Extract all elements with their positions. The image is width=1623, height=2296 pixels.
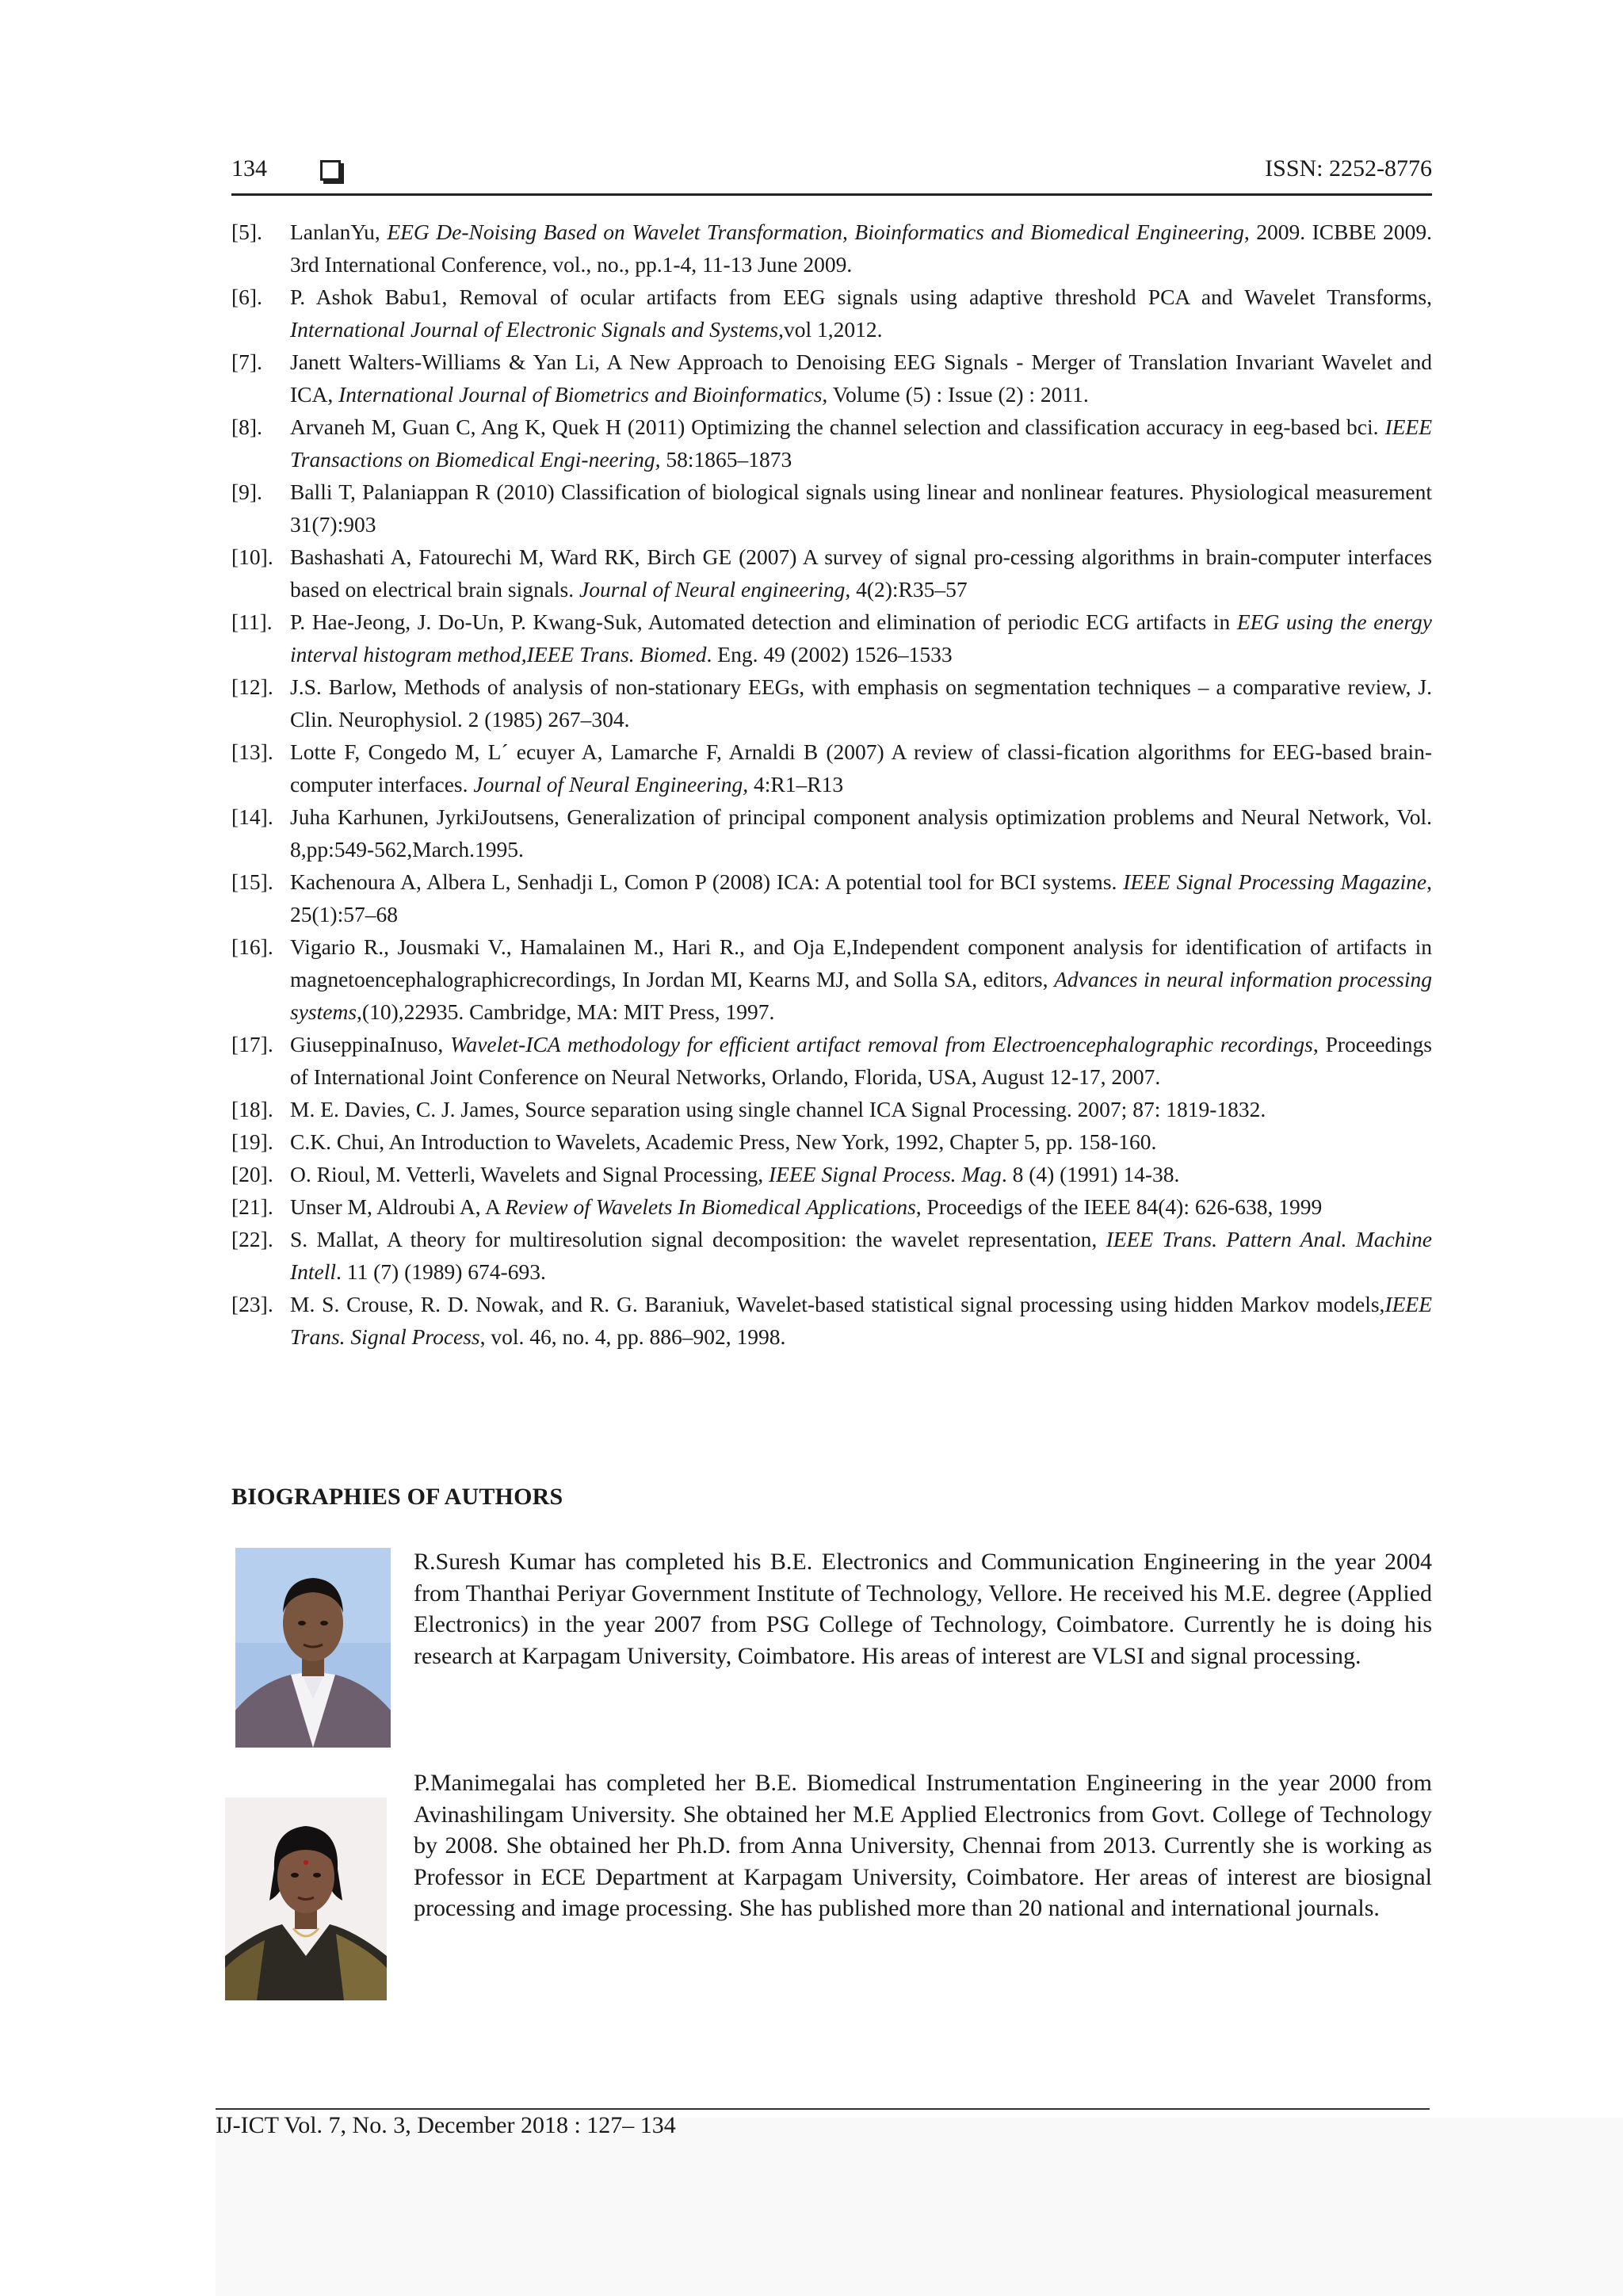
reference-italic-segment: IEEE Trans. Signal Process [290,1292,1432,1349]
reference-text [290,606,1432,670]
reference-italic-segment: Review of Wavelets In Biomedical Applications [505,1194,916,1219]
reference-segment: Kachenoura A, Albera L, Senhadji L, Comon P (2008) ICA: A potential tool for BCI systems. [290,869,1124,894]
reference-text [290,1125,1432,1158]
reference-item [231,1158,1432,1190]
reference-italic-segment: IEEE Signal Processing Magazine [1123,869,1427,894]
reference-number: [22]. [231,1227,273,1251]
page-number: 134 [231,155,267,181]
reference-item [231,930,1432,1028]
reference-segment: Unser M, Aldroubi A, A [290,1194,506,1219]
reference-item [231,865,1432,930]
reference-segment: , 25(1):57–68 [290,869,1433,926]
reference-item [231,1125,1432,1158]
reference-segment: LanlanYu, [290,220,388,244]
reference-text [290,930,1432,1028]
reference-item [231,800,1432,865]
reference-text [290,216,1432,281]
reference-segment: Balli T, Palaniappan R (2010) Classification of biological signals using linear and nonlinear features. Physiological measurement 31(7):903 [290,479,1432,537]
reference-segment: C.K. Chui, An Introduction to Wavelets, Academic Press, New York, 1992, Chapter 5, pp. 158-160. [290,1129,1157,1154]
reference-number: [14]. [231,804,273,829]
reference-item [231,1093,1432,1125]
biographies-heading: BIOGRAPHIES OF AUTHORS [231,1484,563,1510]
reference-item [231,670,1432,735]
reference-item [231,606,1432,670]
reference-item [231,1288,1432,1353]
reference-italic-segment: EEG using the energy interval histogram method,IEEE Trans. Biomed [290,609,1432,667]
reference-segment: GiuseppinaInuso, [290,1032,451,1056]
reference-text [290,541,1432,606]
footer-rule [216,2108,1430,2110]
author-photo-manimegalai [225,1797,387,2000]
reference-list [231,216,1432,1353]
reference-number: [9]. [231,479,262,504]
reference-text [290,1093,1432,1125]
reference-segment: Vigario R., Jousmaki V., Hamalainen M., Hari R., and Oja E,Independent component analysis for identification of artifacts in magnetoencephalographicrecordings, In Jordan MI, Kearns MJ, and Solla SA, editors, [290,934,1432,991]
reference-italic-segment: IEEE Trans. Pattern Anal. Machine Intell [290,1227,1432,1284]
reference-segment: 58:1865–1873 [660,447,792,472]
reference-number: [7]. [231,350,262,374]
reference-number: [17]. [231,1032,273,1056]
reference-text [290,476,1432,541]
reference-segment: ,vol 1,2012. [778,317,883,342]
reference-item [231,541,1432,606]
reference-segment: . Eng. 49 (2002) 1526–1533 [706,642,953,667]
reference-segment: . 11 (7) (1989) 674-693. [336,1259,546,1284]
reference-italic-segment: International Journal of Electronic Signals and Systems [290,317,779,342]
reference-text [290,346,1432,411]
reference-segment: 4(2):R35–57 [850,577,968,602]
reference-italic-segment: EEG De-Noising Based on Wavelet Transformation, Bioinformatics and Biomedical Engineering [387,220,1244,244]
reference-text [290,281,1432,346]
reference-number: [13]. [231,739,273,764]
reference-number: [12]. [231,674,273,699]
page-header [231,151,1432,196]
reference-segment: J.S. Barlow, Methods of analysis of non-stationary EEGs, with emphasis on segmentation techniques – a comparative review, J. Clin. Neurophysiol. 2 (1985) 267–304. [290,674,1432,732]
reference-segment: Bashashati A, Fatourechi M, Ward RK, Birch GE (2007) A survey of signal pro-cessing algorithms in brain-computer interfaces based on electrical brain signals. [290,544,1432,602]
reference-text [290,670,1432,735]
reference-number: [11]. [231,609,273,634]
reference-segment: Arvaneh M, Guan C, Ang K, Quek H (2011) Optimizing the channel selection and classification accuracy in eeg-based bci. [290,415,1385,439]
reference-text [290,1223,1432,1288]
reference-item [231,1028,1432,1093]
reference-segment: M. E. Davies, C. J. James, Source separation using single channel ICA Signal Processing. 2007; 87: 1819-1832. [290,1097,1266,1121]
reference-item [231,1223,1432,1288]
reference-segment: S. Mallat, A theory for multiresolution signal decomposition: the wavelet representation, [290,1227,1106,1251]
woman-portrait-icon [225,1797,387,2000]
reference-number: [10]. [231,544,273,569]
reference-text [290,1288,1432,1353]
reference-number: [5]. [231,220,262,244]
reference-italic-segment: IEEE Transactions on Biomedical Engi-neering, [290,415,1432,472]
reference-segment: ,(10),22935. Cambridge, MA: MIT Press, 1997. [357,999,775,1024]
reference-segment: P. Ashok Babu1, Removal of ocular artifacts from EEG signals using adaptive threshold PCA and Wavelet Transforms, [290,285,1432,309]
reference-italic-segment: International Journal of Biometrics and Bioinformatics, [338,382,828,407]
reference-item [231,1190,1432,1223]
reference-segment: P. Hae-Jeong, J. Do-Un, P. Kwang-Suk, Automated detection and elimination of periodic ECG artifacts in [290,609,1237,634]
reference-item [231,216,1432,281]
reference-segment: , 2009. ICBBE 2009. 3rd International Conference, vol., no., pp.1-4, 11-13 June 2009. [290,220,1433,277]
reference-text [290,411,1432,476]
reference-segment: M. S. Crouse, R. D. Nowak, and R. G. Baraniuk, Wavelet-based statistical signal processing using hidden Markov models, [290,1292,1385,1316]
reference-item [231,411,1432,476]
reference-number: [15]. [231,869,273,894]
issn: ISSN: 2252-8776 [1265,155,1432,181]
reference-italic-segment: Journal of Neural engineering, [579,577,851,602]
reference-italic-segment: IEEE Signal Process. Mag [769,1162,1002,1186]
reference-segment: , Proceedigs of the IEEE 84(4): 626-638, 1999 [915,1194,1323,1219]
reference-item [231,281,1432,346]
reference-text [290,800,1432,865]
reference-item [231,476,1432,541]
page-edge-shade [216,2118,1623,2296]
reference-number: [18]. [231,1097,273,1121]
reference-item [231,735,1432,800]
reference-number: [21]. [231,1194,273,1219]
reference-segment: 4:R1–R13 [748,772,844,797]
reference-number: [6]. [231,285,262,309]
biography-manimegalai: P.Manimegalai has completed her B.E. Biomedical Instrumentation Engineering in the year 2000 from Avinashilingam University. She obtained her M.E Applied Electronics from Govt. College of Technology by 2008. She obtained her Ph.D. from Anna University, Chennai from 2013. Currently she is working as Professor in ECE Department at Karpagam University, Coimbatore. Her areas of interest are biosignal processing and image processing. She has published more than 20 national and international journals. [414,1770,1432,1921]
reference-text [290,1028,1432,1093]
reference-italic-segment: Journal of Neural Engineering, [473,772,749,797]
checkbox-square-icon [320,160,341,181]
reference-text [290,865,1432,930]
reference-segment: , vol. 46, no. 4, pp. 886–902, 1998. [479,1324,786,1349]
reference-number: [16]. [231,934,273,959]
author-photo-suresh-kumar [235,1548,391,1748]
reference-number: [19]. [231,1129,273,1154]
reference-segment: . 8 (4) (1991) 14-38. [1001,1162,1180,1186]
footer-citation: IJ-ICT Vol. 7, No. 3, December 2018 : 127– 134 [216,2112,676,2138]
reference-segment: O. Rioul, M. Vetterli, Wavelets and Signal Processing, [290,1162,769,1186]
reference-number: [8]. [231,415,262,439]
reference-segment: Volume (5) : Issue (2) : 2011. [827,382,1089,407]
reference-text [290,1190,1432,1223]
reference-number: [23]. [231,1292,273,1316]
reference-italic-segment: Advances in neural information processing systems [290,967,1432,1024]
biography-suresh-kumar: R.Suresh Kumar has completed his B.E. Electronics and Communication Engineering in the year 2004 from Thanthai Periyar Government Institute of Technology, Vellore. He received his M.E. degree (Applied Electronics) in the year 2007 from PSG College of Technology, Coimbatore. Currently he is doing his research at Karpagam University, Coimbatore. His areas of interest are VLSI and signal processing. [414,1549,1432,1669]
reference-number: [20]. [231,1162,273,1186]
reference-italic-segment: Wavelet-ICA methodology for efficient artifact removal from Electroencephalographic recordings [450,1032,1313,1056]
reference-segment: , Proceedings of International Joint Conference on Neural Networks, Orlando, Florida, USA, August 12-17, 2007. [290,1032,1432,1089]
reference-text [290,735,1432,800]
man-portrait-icon [235,1548,391,1748]
reference-segment: Janett Walters-Williams & Yan Li, A New Approach to Denoising EEG Signals - Merger of Translation Invariant Wavelet and ICA, [290,350,1432,407]
reference-segment: Juha Karhunen, JyrkiJoutsens, Generalization of principal component analysis optimization problems and Neural Network, Vol. 8,pp:549-562,March.1995. [290,804,1432,861]
reference-text [290,1158,1432,1190]
reference-segment: Lotte F, Congedo M, L´ ecuyer A, Lamarche F, Arnaldi B (2007) A review of classi-fication algorithms for EEG-based brain-computer interfaces. [290,739,1432,797]
reference-item [231,346,1432,411]
